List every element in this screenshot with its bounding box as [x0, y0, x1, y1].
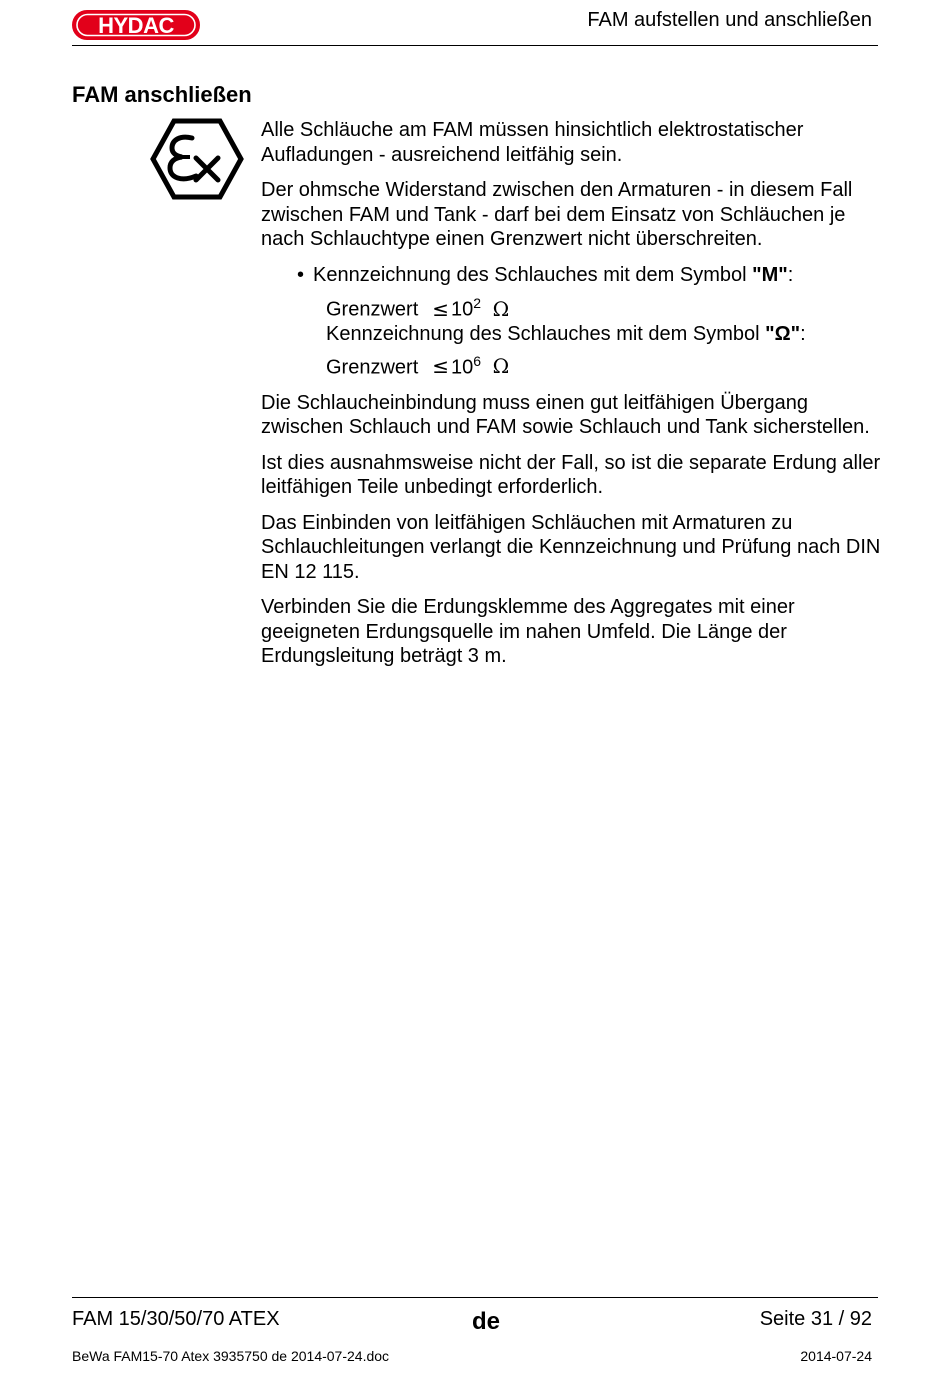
- header-divider: [72, 45, 878, 46]
- paragraph-hose-connection: Die Schlaucheinbindung muss einen gut leitfähigen Übergang zwischen Schlauch und FAM sowie Schlauch und Tank sicherstellen.: [261, 391, 870, 439]
- paragraph-din-standard: Das Einbinden von leitfähigen Schläuchen mit Armaturen zu Schlauchleitungen verlangt die Kennzeichnung und Prüfung nach DIN EN 12 115.: [261, 511, 881, 583]
- limit-label: Grenzwert: [326, 356, 419, 379]
- footer-product: FAM 15/30/50/70 ATEX: [72, 1308, 280, 1330]
- footer-page-number: Seite 31 / 92: [759, 1308, 872, 1330]
- limit-exponent: 6: [473, 352, 482, 369]
- limit-base: 10: [451, 356, 474, 379]
- less-equal-symbol: ≤: [432, 354, 450, 379]
- section-content: [261, 118, 881, 680]
- header-title: FAM aufstellen und anschließen: [587, 9, 872, 31]
- limit-m: [261, 291, 881, 322]
- marking-omega: [261, 322, 881, 347]
- symbol-omega: "Ω": [765, 323, 801, 346]
- symbol-m: "M": [752, 263, 788, 286]
- section-heading: FAM anschließen: [72, 82, 252, 107]
- marking-omega-text: Kennzeichnung des Schlauches mit dem Symbol: [326, 323, 766, 346]
- paragraph-antistatic: Alle Schläuche am FAM müssen hinsichtlich elektrostatischer Aufladungen - ausreichend leitfähig sein.: [261, 119, 804, 166]
- marking-m-text: Kennzeichnung des Schlauches mit dem Symbol: [313, 263, 753, 286]
- paragraph-grounding-terminal: Verbinden Sie die Erdungsklemme des Aggregates mit einer geeigneten Erdungsquelle im nahen Umfeld. Die Länge der Erdungsleitung beträgt 3 m.: [261, 596, 795, 668]
- punctuation: :: [787, 263, 794, 286]
- punctuation: :: [800, 323, 806, 346]
- limit-exponent: 2: [473, 295, 482, 311]
- footer-document-name: BeWa FAM15-70 Atex 3935750 de 2014-07-24.doc: [72, 1348, 390, 1364]
- hydac-logo: [72, 10, 200, 40]
- paragraph-resistance: Der ohmsche Widerstand zwischen den Armaturen - in diesem Fall zwischen FAM und Tank - darf bei dem Einsatz von Schläuchen je nach Schlauchtype einen Grenzwert nicht überschreiten.: [261, 179, 853, 250]
- paragraph-separate-grounding: Ist dies ausnahmsweise nicht der Fall, so ist die separate Erdung aller leitfähigen Teile unbedingt erforderlich.: [261, 451, 881, 499]
- limit-omega: [261, 349, 881, 380]
- ohm-unit: Ω: [492, 296, 510, 321]
- less-equal-symbol: ≤: [432, 296, 450, 321]
- limit-base: 10: [451, 298, 474, 321]
- footer-language: de: [472, 1308, 501, 1335]
- bullet-marker: •: [297, 263, 305, 286]
- ohm-unit: Ω: [492, 354, 510, 379]
- ex-hexagon-icon: [150, 118, 244, 200]
- limit-label: Grenzwert: [326, 298, 419, 321]
- hose-marking-list: [261, 263, 881, 380]
- list-item: [261, 263, 881, 288]
- logo-text: HYDAC: [98, 13, 174, 38]
- footer-divider: [72, 1297, 878, 1298]
- footer-date: 2014-07-24: [800, 1348, 872, 1364]
